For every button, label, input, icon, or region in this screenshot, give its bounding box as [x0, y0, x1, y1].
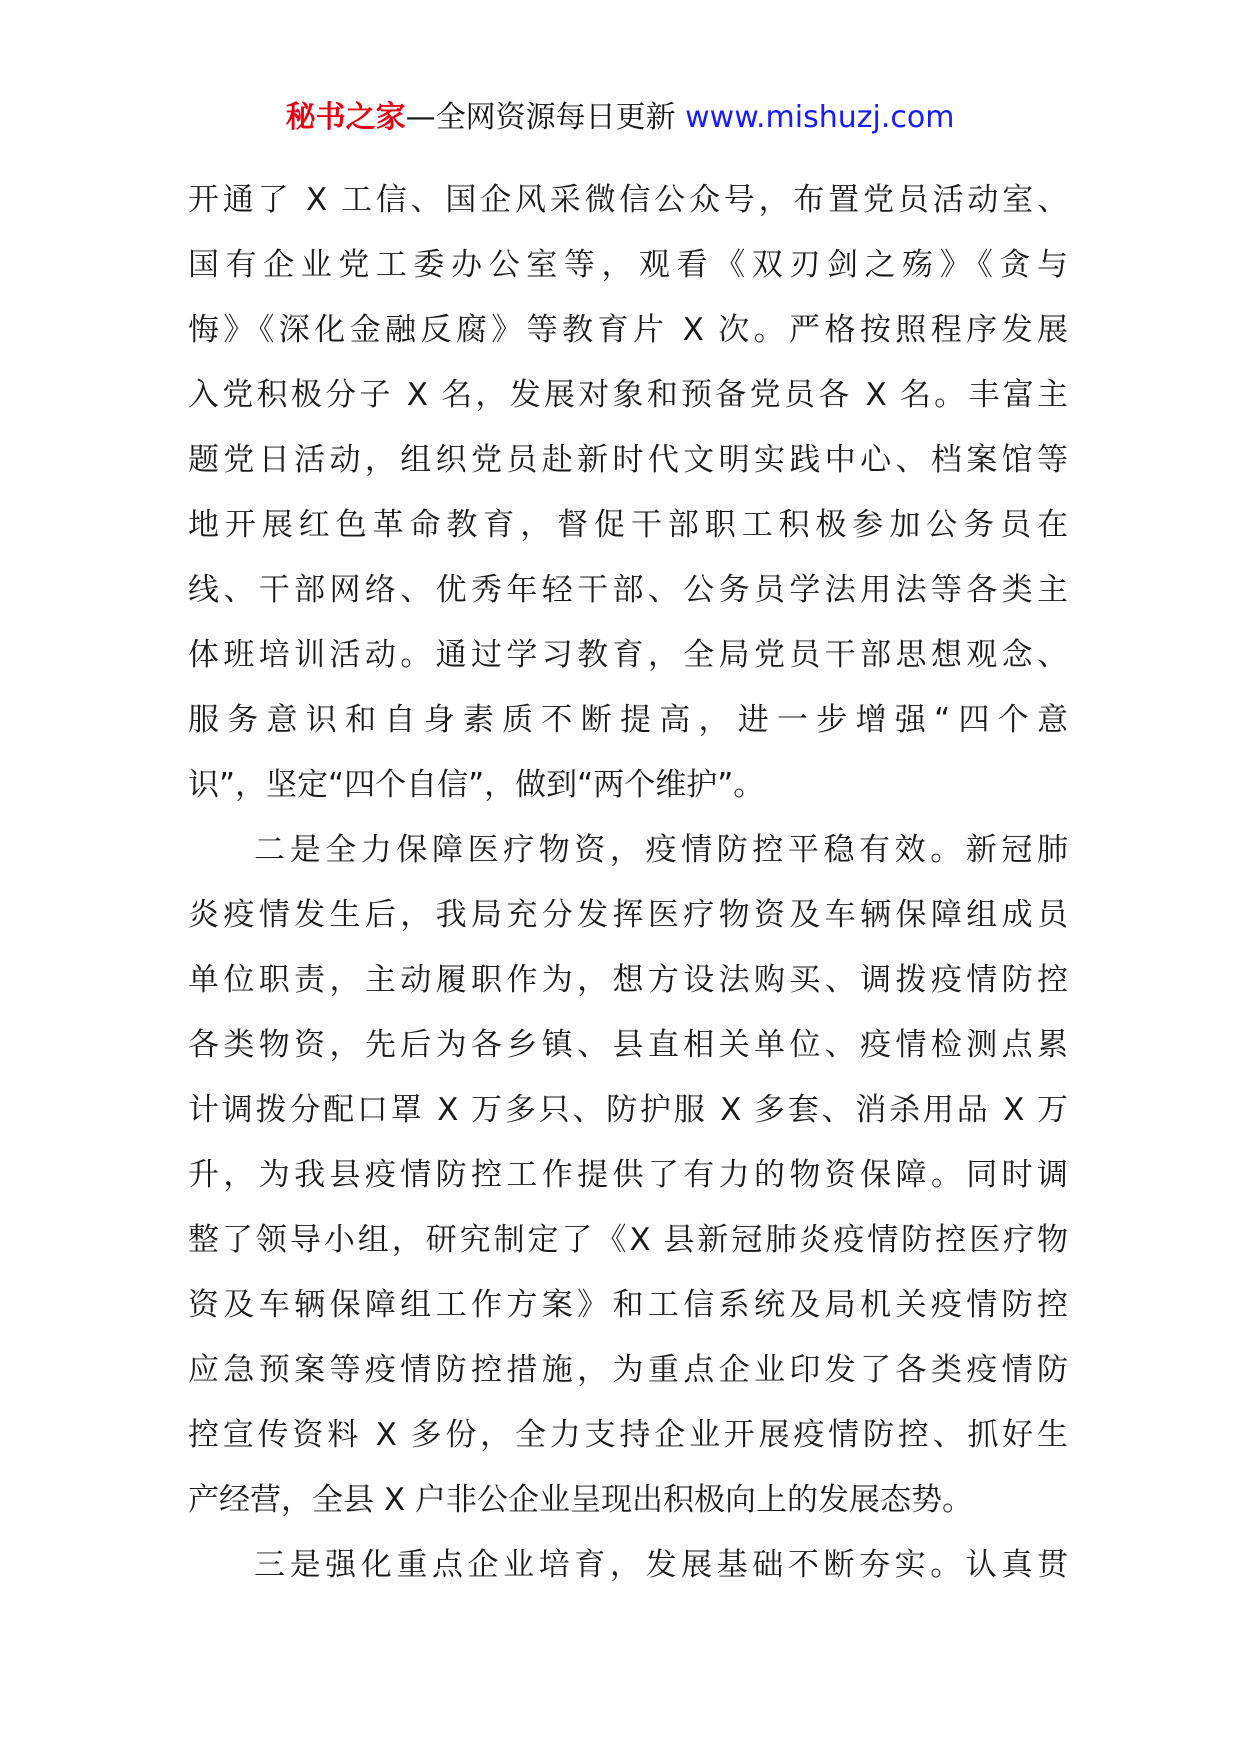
text-line: 升，为我县疫情防控工作提供了有力的物资保障。同时调 — [188, 1157, 1068, 1193]
text-line: 体班培训活动。通过学习教育，全局党员干部思想观念、 — [188, 637, 1068, 673]
text-line: 线、干部网络、优秀年轻干部、公务员学法用法等各类主 — [188, 572, 1068, 608]
site-brand: 秘书之家 — [285, 100, 406, 135]
text-line: 计调拨分配口罩 X 万多只、防护服 X 多套、消杀用品 X 万 — [188, 1092, 1068, 1128]
page-header — [0, 98, 1240, 138]
text-line: 炎疫情发生后，我局充分发挥医疗物资及车辆保障组成员 — [188, 897, 1068, 933]
site-url-link[interactable]: www.mishuzj.com — [685, 100, 955, 135]
text-line: 题党日活动，组织党员赴新时代文明实践中心、档案馆等 — [188, 442, 1068, 478]
document-body — [188, 168, 1068, 1598]
text-line: 识”，坚定“四个自信”，做到“两个维护”。 — [188, 767, 765, 803]
text-line: 各类物资，先后为各乡镇、县直相关单位、疫情检测点累 — [188, 1027, 1068, 1063]
text-line: 入党积极分子 X 名，发展对象和预备党员各 X 名。丰富主 — [188, 377, 1068, 413]
site-tagline: —全网资源每日更新 — [405, 100, 686, 135]
text-line: 开通了 X 工信、国企风采微信公众号，布置党员活动室、 — [188, 182, 1068, 218]
text-line: 控宣传资料 X 多份，全力支持企业开展疫情防控、抓好生 — [188, 1417, 1068, 1453]
paragraph-start-line: 二是全力保障医疗物资，疫情防控平稳有效。新冠肺 — [254, 832, 1068, 868]
text-line: 应急预案等疫情防控措施，为重点企业印发了各类疫情防 — [188, 1352, 1068, 1388]
text-line: 国有企业党工委办公室等，观看《双刃剑之殇》《贪与 — [188, 247, 1068, 283]
paragraph-start-line: 三是强化重点企业培育，发展基础不断夯实。认真贯 — [254, 1547, 1068, 1583]
text-line: 整了领导小组，研究制定了《X 县新冠肺炎疫情防控医疗物 — [188, 1222, 1068, 1258]
text-line: 资及车辆保障组工作方案》和工信系统及局机关疫情防控 — [188, 1287, 1068, 1323]
text-line: 产经营，全县 X 户非公企业呈现出积极向上的发展态势。 — [188, 1482, 973, 1518]
text-line: 单位职责，主动履职作为，想方设法购买、调拨疫情防控 — [188, 962, 1068, 998]
text-line: 悔》《深化金融反腐》等教育片 X 次。严格按照程序发展 — [188, 312, 1068, 348]
text-line: 地开展红色革命教育，督促干部职工积极参加公务员在 — [188, 507, 1068, 543]
text-line: 服务意识和自身素质不断提高，进一步增强“四个意 — [188, 702, 1068, 738]
